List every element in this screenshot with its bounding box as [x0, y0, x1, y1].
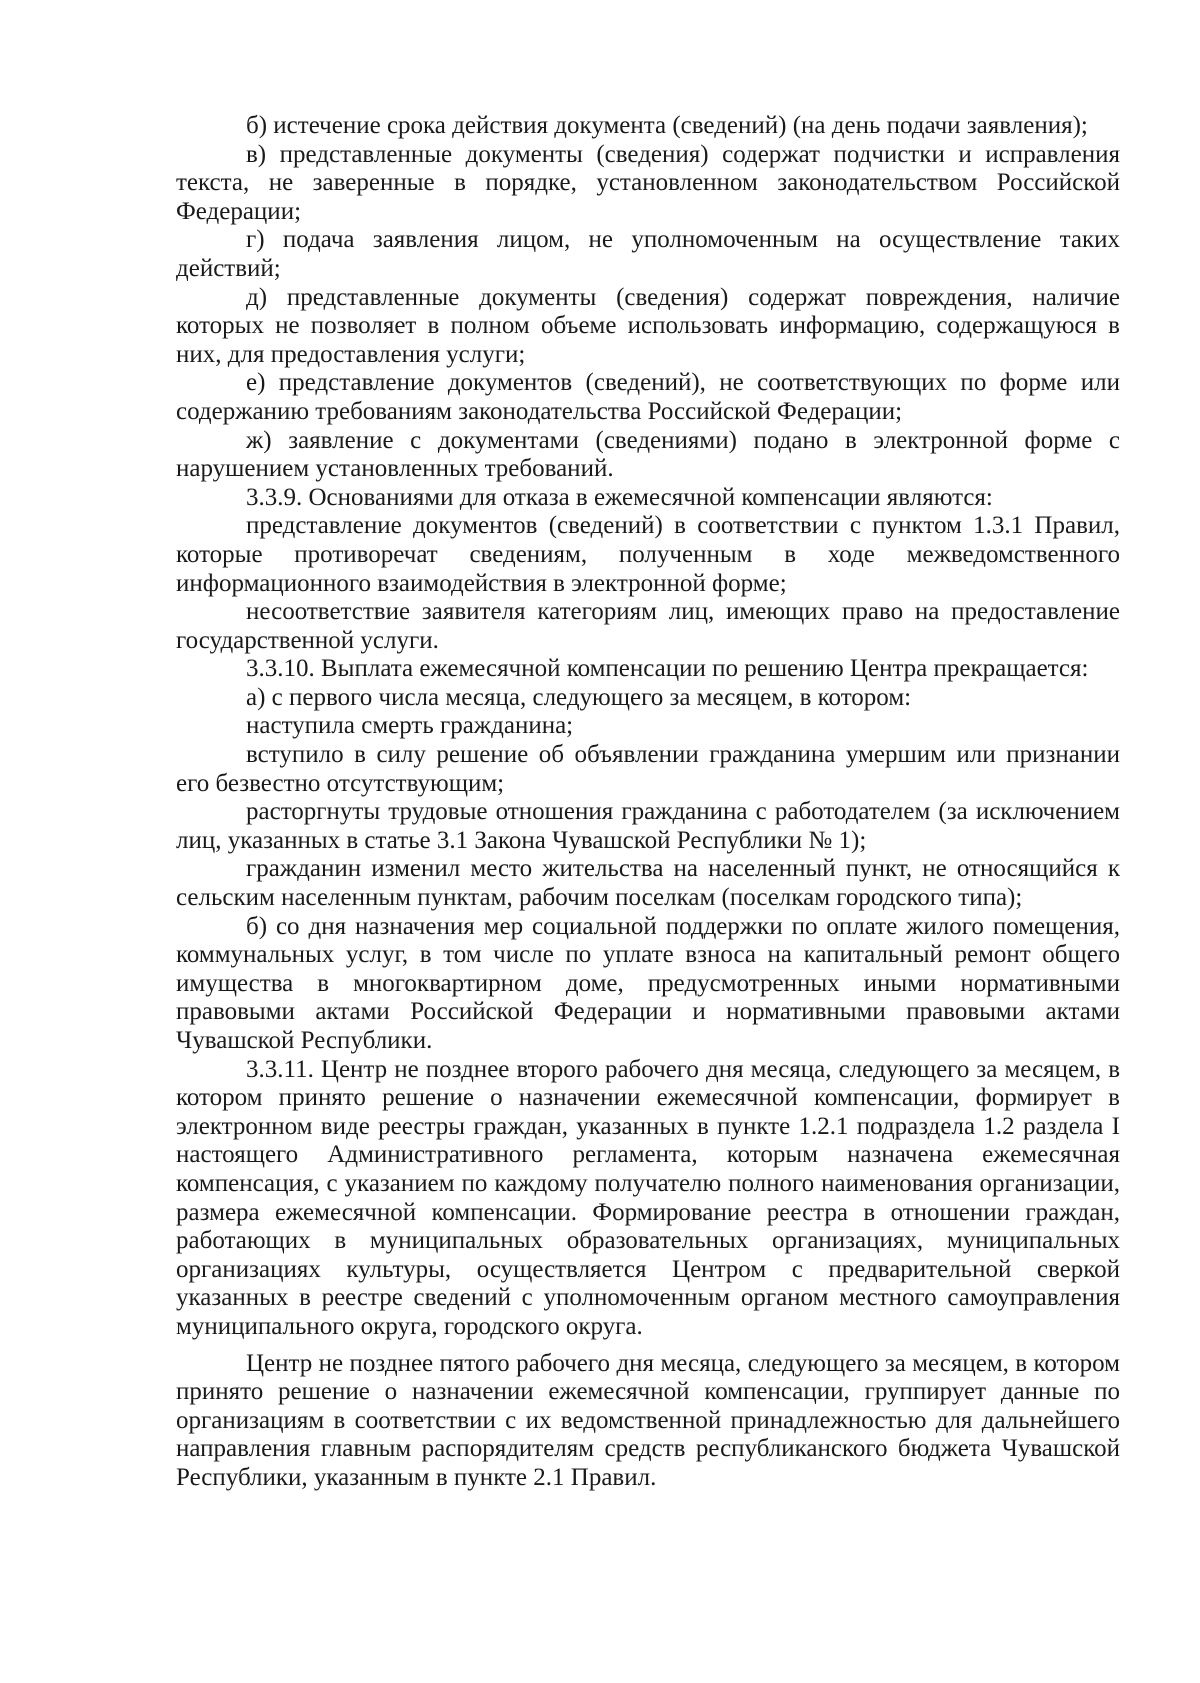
paragraph-fifth-working-day: Центр не позднее пятого рабочего дня месяца, следующего за месяцем, в котором принято решение о назначении ежемесячной компенсации, группирует данные по организациям в соответствии с их ведомственной принадлежностью для дальнейшего направления главным распорядителям средств республиканского бюджета Чувашской Республики, указанным в пункте 2.1 Правил.	[176, 1349, 1120, 1491]
paragraph-residence-changed: гражданин изменил место жительства на населенный пункт, не относящийся к сельским населенным пунктам, рабочим поселкам (поселкам городского типа);	[176, 855, 1120, 912]
paragraph-refusal-category: несоответствие заявителя категориям лиц, имеющих право на предоставление государственной услуги.	[176, 598, 1120, 654]
paragraph-b-expiry: б) истечение срока действия документа (сведений) (на день подачи заявления);	[246, 112, 1088, 139]
document-body	[176, 112, 1120, 1493]
paragraph-employment-ended: расторгнуты трудовые отношения гражданина с работодателем (за исключением лиц, указанных в статье 3.1 Закона Чувашской Республики № 1);	[176, 798, 1120, 854]
paragraph-e-nonconformity: е) представление документов (сведений), не соответствующих по форме или содержанию требованиям законодательства Российской Федерации;	[176, 369, 1120, 425]
paragraph-a-first-day: а) с первого числа месяца, следующего за месяцем, в котором:	[246, 683, 912, 711]
paragraph-d-damage: д) представленные документы (сведения) содержат повреждения, наличие которых не позволяет в полном объеме использовать информацию, содержащуюся в них, для предоставления услуги;	[176, 283, 1120, 368]
paragraph-refusal-documents: представление документов (сведений) в соответствии с пунктом 1.3.1 Правил, которые противоречат сведениям, полученным в ходе межведомственного информационного взаимодействия в электронной форме;	[176, 512, 1120, 597]
paragraph-zh-electronic: ж) заявление с документами (сведениями) подано в электронной форме с нарушением установленных требований.	[176, 426, 1120, 483]
paragraph-g-unauthorized: г) подача заявления лицом, не уполномоченным на осуществление таких действий;	[176, 226, 1120, 282]
paragraph-declared-dead: вступило в силу решение об объявлении гражданина умершим или признании его безвестно отсутствующим;	[176, 741, 1120, 797]
paragraph-3-3-10: 3.3.10. Выплата ежемесячной компенсации по решению Центра прекращается:	[246, 655, 1089, 683]
paragraph-b-support-measures: б) со дня назначения мер социальной поддержки по оплате жилого помещения, коммунальных услуг, в том числе по уплате взноса на капитальный ремонт общего имущества в многоквартирном доме, предусмотренных иными нормативными правовыми актами Российской Федерации и нормативными правовыми актами Чувашской Республики.	[176, 912, 1120, 1054]
paragraph-3-3-11: 3.3.11. Центр не позднее второго рабочего дня месяца, следующего за месяцем, в котором принято решение о назначении ежемесячной компенсации, формирует в электронном виде реестры граждан, указанных в пункте 1.2.1 подраздела 1.2 раздела I настоящего Административного регламента, которым назначена ежемесячная компенсация, с указанием по каждому получателю полного наименования организации, размера ежемесячной компенсации. Формирование реестра в отношении граждан, работающих в муниципальных образовательных организациях, муниципальных организациях культуры, осуществляется Центром с предварительной сверкой указанных в реестре сведений с уполномоченным органом местного самоуправления муниципального округа, городского округа.	[176, 1055, 1120, 1340]
paragraph-v-corrections: в) представленные документы (сведения) содержат подчистки и исправления текста, не заверенные в порядке, установленном законодательством Российской Федерации;	[176, 140, 1120, 225]
paragraph-death: наступила смерть гражданина;	[246, 712, 574, 740]
paragraph-3-3-9: 3.3.9. Основаниями для отказа в ежемесячной компенсации являются:	[246, 483, 993, 511]
